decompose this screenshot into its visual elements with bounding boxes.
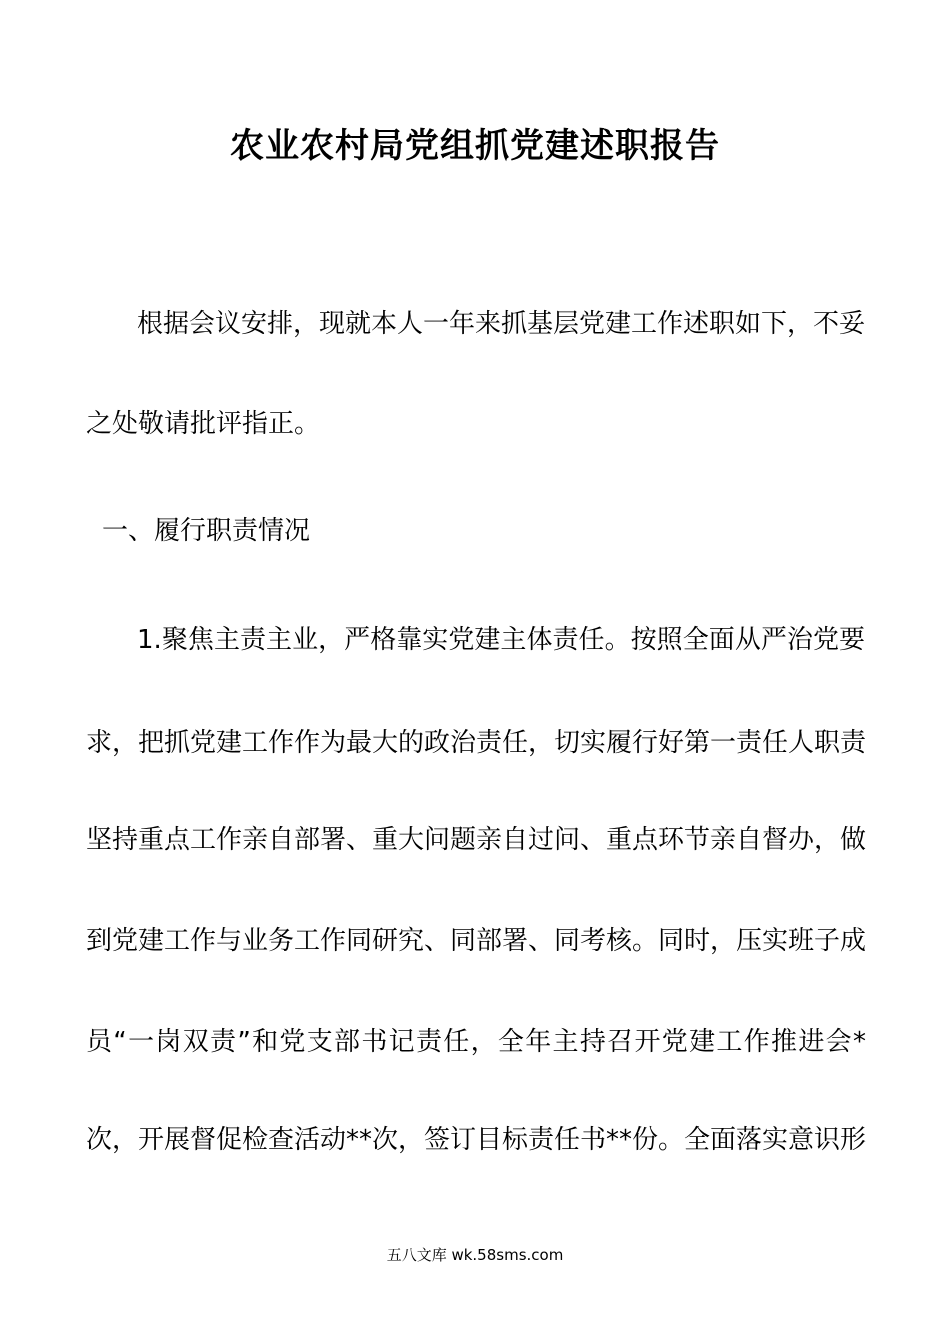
document-title: 农业农村局党组抓党建述职报告 (230, 126, 720, 166)
paragraph-line-6: 次，开展督促检查活动**次，签订目标责任书**份。全面落实意识形 (86, 1125, 867, 1155)
paragraph-line-2: 求，把抓党建工作作为最大的政治责任，切实履行好第一责任人职责 (86, 728, 867, 758)
intro-line-1: 根据会议安排，现就本人一年来抓基层党建工作述职如下，不妥 (137, 309, 866, 339)
paragraph-line-3: 坚持重点工作亲自部署、重大问题亲自过问、重点环节亲自督办，做 (86, 825, 867, 855)
paragraph-line-4: 到党建工作与业务工作同研究、同部署、同考核。同时，压实班子成 (86, 926, 867, 956)
paragraph-line-5: 员“一岗双责”和党支部书记责任，全年主持召开党建工作推进会* (86, 1027, 866, 1057)
section-heading: 一、履行职责情况 (102, 516, 311, 546)
intro-line-2: 之处敬请批评指正。 (86, 409, 321, 439)
footer-watermark: 五八文库 wk.58sms.com (386, 1246, 564, 1264)
paragraph-line-1: 1.聚焦主责主业，严格靠实党建主体责任。按照全面从严治党要 (137, 625, 865, 655)
